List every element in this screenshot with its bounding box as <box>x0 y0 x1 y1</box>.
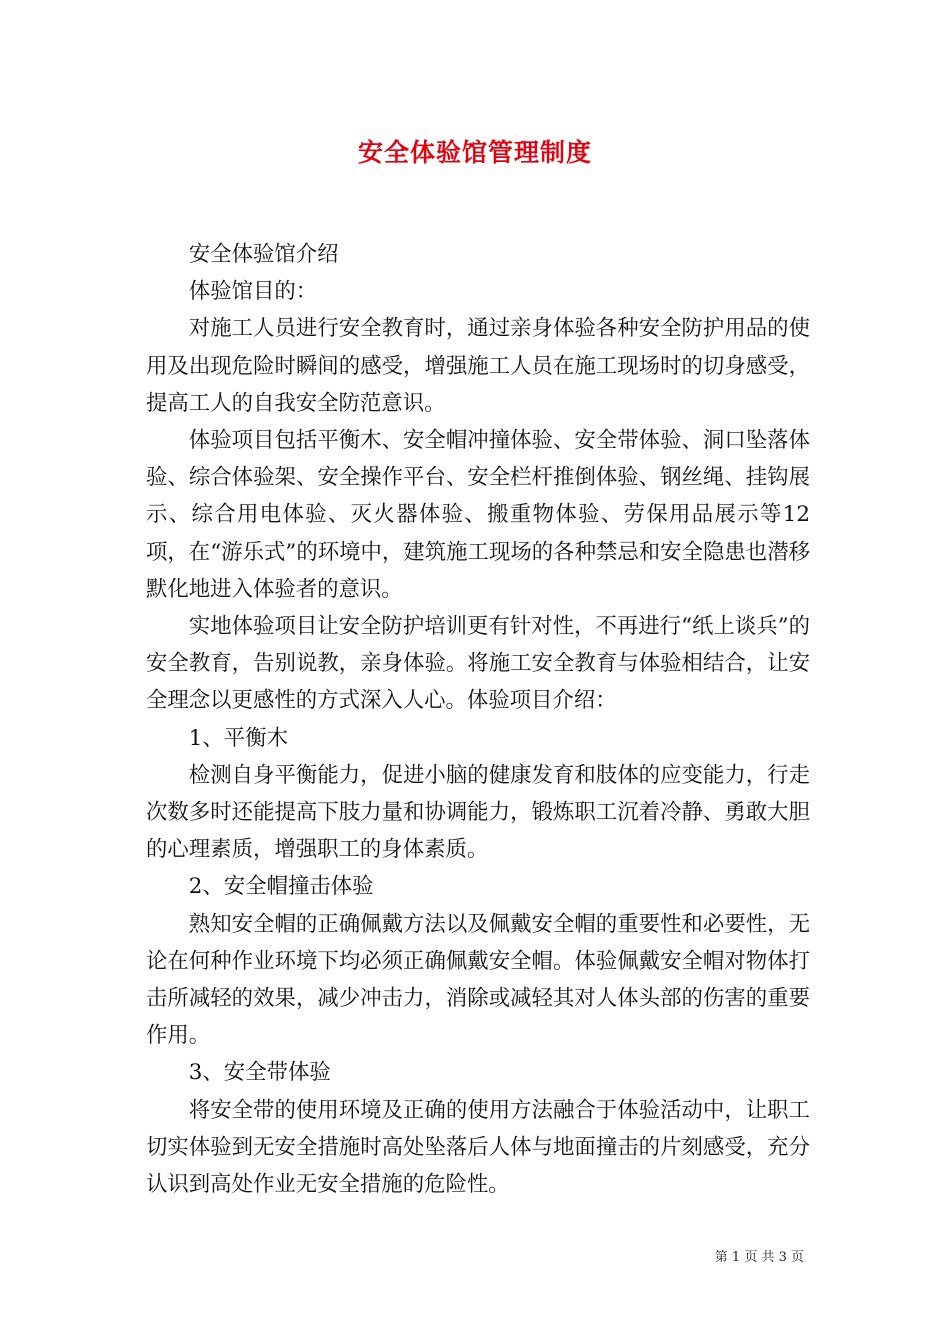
section-heading-safety-belt: 3、安全带体验 <box>188 1060 331 1086</box>
paragraph-balance-beam: 检测自身平衡能力，促进小脑的健康发育和肢体的应变能力，行走次数多时还能提高下肢力量和协调能力，锻炼职工沉着冷静、勇敢大胆的心理素质，增强职工的身体素质。 <box>146 762 810 863</box>
paragraph-intro-heading: 安全体验馆介绍 <box>188 242 339 267</box>
document-body <box>146 236 810 1203</box>
paragraph-items-overview: 体验项目包括平衡木、安全帽冲撞体验、安全带体验、洞口坠落体验、综合体验架、安全操作平台、安全栏杆推倒体验、钢丝绳、挂钩展示、综合用电体验、灭火器体验、搬重物体验、劳保用品展示等12项，在“游乐式”的环境中，建筑施工现场的各种禁忌和安全隐患也潜移默化地进入体验者的意识。 <box>146 428 810 602</box>
paragraph-safety-belt: 将安全带的使用环境及正确的使用方法融合于体验活动中，让职工切实体验到无安全措施时高处坠落后人体与地面撞击的片刻感受，充分认识到高处作业无安全措施的危险性。 <box>146 1097 810 1198</box>
paragraph-field-experience: 实地体验项目让安全防护培训更有针对性，不再进行“纸上谈兵”的安全教育，告别说教，亲身体验。将施工安全教育与体验相结合，让安全理念以更感性的方式深入人心。体验项目介绍： <box>146 614 810 714</box>
section-heading-balance-beam: 1、平衡木 <box>188 725 288 751</box>
document-title: 安全体验馆管理制度 <box>357 138 592 167</box>
page-number-footer: 第 1 页 共 3 页 <box>714 1250 804 1265</box>
paragraph-helmet-impact: 熟知安全帽的正确佩戴方法以及佩戴安全帽的重要性和必要性，无论在何种作业环境下均必须正确佩戴安全帽。体验佩戴安全帽对物体打击所减轻的效果，减少冲击力，消除或减轻其对人体头部的伤害的重要作用。 <box>146 911 810 1049</box>
paragraph-purpose-heading: 体验馆目的： <box>188 279 318 305</box>
section-heading-helmet-impact: 2、安全帽撞击体验 <box>188 874 374 900</box>
paragraph-purpose-text: 对施工人员进行安全教育时，通过亲身体验各种安全防护用品的使用及出现危险时瞬间的感受，增强施工人员在施工现场时的切身感受，提高工人的自我安全防范意识。 <box>146 316 810 416</box>
